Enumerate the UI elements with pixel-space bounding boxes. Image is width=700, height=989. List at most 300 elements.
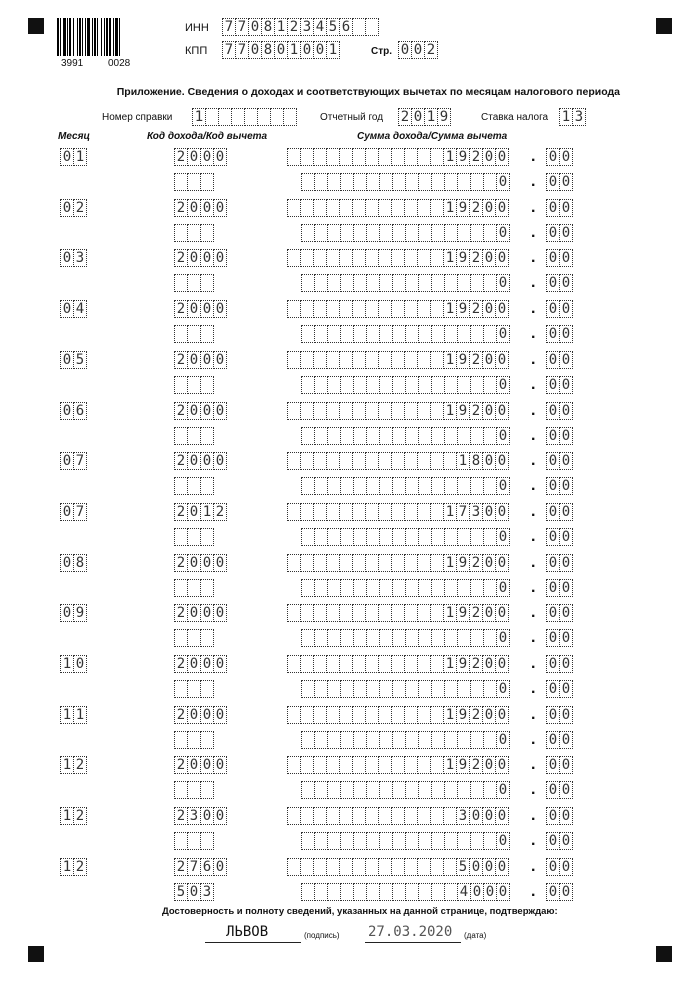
deduction-sum-fraction-field[interactable]: [546, 477, 572, 495]
char-cell: [287, 249, 301, 267]
char-cell: [417, 148, 431, 166]
income-code-field[interactable]: [174, 148, 226, 166]
char-cell: [405, 224, 419, 242]
signature-value[interactable]: ЛЬВОВ: [226, 924, 269, 940]
char-cell: [339, 300, 353, 318]
char-cell: [287, 706, 301, 724]
char-cell: [378, 452, 392, 470]
char-cell: [444, 528, 458, 546]
deduction-code-field[interactable]: [174, 274, 213, 292]
deduction-sum-fraction-field[interactable]: [546, 731, 572, 749]
char-cell: 0: [200, 300, 214, 318]
month-field[interactable]: [60, 554, 86, 572]
char-cell: [378, 554, 392, 572]
char-cell: [314, 173, 328, 191]
column-header-sum: Сумма дохода/Сумма вычета: [357, 131, 508, 142]
char-cell: 0: [546, 199, 560, 217]
char-cell: 2: [174, 655, 188, 673]
deduction-sum-field[interactable]: [301, 731, 509, 749]
char-cell: [174, 528, 188, 546]
char-cell: 0: [213, 351, 227, 369]
income-sum-field[interactable]: [287, 604, 508, 622]
char-cell: 1: [424, 108, 438, 126]
char-cell: [430, 503, 444, 521]
char-cell: [326, 554, 340, 572]
char-cell: [392, 832, 406, 850]
char-cell: [404, 756, 418, 774]
month-field[interactable]: [60, 604, 86, 622]
char-cell: [326, 300, 340, 318]
income-sum-fraction-field[interactable]: [546, 503, 572, 521]
inn-field[interactable]: [222, 18, 378, 36]
char-cell: [314, 325, 328, 343]
month-field[interactable]: [60, 807, 86, 825]
char-cell: 0: [559, 706, 573, 724]
char-cell: 0: [495, 655, 509, 673]
char-cell: [300, 249, 314, 267]
char-cell: 0: [200, 604, 214, 622]
deduction-code-field[interactable]: [174, 427, 213, 445]
char-cell: 7: [235, 18, 249, 36]
char-cell: [300, 706, 314, 724]
char-cell: [405, 832, 419, 850]
char-cell: [353, 274, 367, 292]
char-cell: 0: [469, 858, 483, 876]
char-cell: [457, 528, 471, 546]
deduction-sum-field[interactable]: [301, 477, 509, 495]
income-sum-fraction-field[interactable]: [546, 858, 572, 876]
income-sum-fraction-field[interactable]: [546, 351, 572, 369]
char-cell: [392, 731, 406, 749]
income-sum-fraction-field[interactable]: [546, 756, 572, 774]
char-cell: 0: [496, 781, 510, 799]
char-cell: [418, 579, 432, 597]
deduction-code-field[interactable]: [174, 731, 213, 749]
deduction-sum-field[interactable]: [301, 173, 509, 191]
char-cell: [287, 503, 301, 521]
income-sum-fraction-field[interactable]: [546, 402, 572, 420]
char-cell: 0: [495, 554, 509, 572]
income-code-field[interactable]: [174, 554, 226, 572]
char-cell: [200, 528, 214, 546]
char-cell: [340, 731, 354, 749]
income-sum-field[interactable]: [287, 300, 508, 318]
char-cell: 0: [482, 554, 496, 572]
char-cell: 0: [200, 706, 214, 724]
char-cell: [417, 655, 431, 673]
char-cell: [301, 376, 315, 394]
month-field[interactable]: [60, 249, 86, 267]
char-cell: [313, 807, 327, 825]
char-cell: [417, 351, 431, 369]
char-cell: [301, 528, 315, 546]
income-sum-field[interactable]: [287, 706, 508, 724]
deduction-sum-field[interactable]: [301, 680, 509, 698]
char-cell: [483, 224, 497, 242]
income-code-field[interactable]: [174, 604, 226, 622]
income-sum-field[interactable]: [287, 503, 508, 521]
char-cell: 1: [443, 655, 457, 673]
char-cell: [366, 274, 380, 292]
income-sum-field[interactable]: [287, 148, 508, 166]
deduction-code-field[interactable]: [174, 883, 213, 901]
char-cell: [327, 579, 341, 597]
char-cell: [392, 376, 406, 394]
deduction-sum-field[interactable]: [301, 781, 509, 799]
char-cell: 9: [456, 351, 470, 369]
char-cell: [404, 452, 418, 470]
char-cell: 2: [73, 756, 87, 774]
char-cell: 0: [482, 199, 496, 217]
char-cell: [352, 402, 366, 420]
income-code-field[interactable]: [174, 807, 226, 825]
income-code-field[interactable]: [174, 503, 226, 521]
char-cell: [313, 604, 327, 622]
char-cell: 0: [496, 376, 510, 394]
deduction-sum-fraction-field[interactable]: [546, 579, 572, 597]
char-cell: 0: [559, 807, 573, 825]
char-cell: 0: [187, 756, 201, 774]
decimal-point: .: [531, 148, 536, 165]
deduction-sum-field[interactable]: [301, 579, 509, 597]
char-cell: 8: [469, 452, 483, 470]
decimal-point: .: [531, 832, 536, 849]
char-cell: [326, 858, 340, 876]
char-cell: [287, 351, 301, 369]
char-cell: 0: [187, 554, 201, 572]
deduction-sum-fraction-field[interactable]: [546, 427, 572, 445]
month-field[interactable]: [60, 199, 86, 217]
char-cell: [391, 807, 405, 825]
char-cell: 7: [187, 858, 201, 876]
char-cell: [301, 883, 315, 901]
char-cell: [430, 249, 444, 267]
char-cell: 0: [411, 41, 425, 59]
deduction-code-field[interactable]: [174, 781, 213, 799]
char-cell: [300, 503, 314, 521]
char-cell: [417, 554, 431, 572]
income-sum-field[interactable]: [287, 249, 508, 267]
char-cell: [301, 173, 315, 191]
char-cell: 2: [174, 300, 188, 318]
char-cell: [352, 452, 366, 470]
income-sum-field[interactable]: [287, 807, 508, 825]
char-cell: [431, 629, 445, 647]
deduction-sum-fraction-field[interactable]: [546, 224, 572, 242]
char-cell: 0: [559, 554, 573, 572]
income-sum-field[interactable]: [287, 452, 508, 470]
char-cell: 9: [456, 249, 470, 267]
char-cell: 0: [187, 452, 201, 470]
char-cell: [200, 376, 214, 394]
deduction-code-field[interactable]: [174, 528, 213, 546]
char-cell: [327, 224, 341, 242]
income-sum-field[interactable]: [287, 199, 508, 217]
char-cell: 9: [73, 604, 87, 622]
char-cell: [392, 680, 406, 698]
month-field[interactable]: [60, 706, 86, 724]
rate-label: Ставка налога: [481, 112, 549, 123]
income-sum-field[interactable]: [287, 402, 508, 420]
char-cell: [378, 199, 392, 217]
month-field[interactable]: [60, 300, 86, 318]
char-cell: [300, 351, 314, 369]
deduction-code-field[interactable]: [174, 680, 213, 698]
income-sum-fraction-field[interactable]: [546, 604, 572, 622]
char-cell: [365, 148, 379, 166]
char-cell: [417, 807, 431, 825]
deduction-sum-fraction-field[interactable]: [546, 629, 572, 647]
income-code-field[interactable]: [174, 199, 226, 217]
char-cell: [300, 300, 314, 318]
deduction-sum-field[interactable]: [301, 832, 509, 850]
page-number-field[interactable]: [398, 41, 437, 59]
char-cell: [418, 883, 432, 901]
deduction-code-field[interactable]: [174, 376, 213, 394]
income-sum-fraction-field[interactable]: [546, 199, 572, 217]
char-cell: [352, 18, 366, 36]
char-cell: [391, 554, 405, 572]
char-cell: 0: [559, 427, 573, 445]
char-cell: [313, 554, 327, 572]
char-cell: 0: [495, 503, 509, 521]
char-cell: [430, 706, 444, 724]
char-cell: 0: [213, 604, 227, 622]
char-cell: 0: [187, 148, 201, 166]
char-cell: [352, 300, 366, 318]
deduction-sum-field[interactable]: [301, 629, 509, 647]
decimal-point: .: [531, 173, 536, 190]
char-cell: [457, 680, 471, 698]
month-field[interactable]: [60, 503, 86, 521]
char-cell: 0: [559, 351, 573, 369]
income-sum-fraction-field[interactable]: [546, 554, 572, 572]
income-code-field[interactable]: [174, 300, 226, 318]
char-cell: [417, 858, 431, 876]
char-cell: [379, 376, 393, 394]
deduction-sum-fraction-field[interactable]: [546, 528, 572, 546]
income-code-field[interactable]: [174, 756, 226, 774]
deduction-sum-fraction-field[interactable]: [546, 376, 572, 394]
char-cell: [430, 554, 444, 572]
char-cell: [353, 781, 367, 799]
char-cell: 0: [496, 325, 510, 343]
char-cell: [353, 883, 367, 901]
income-sum-fraction-field[interactable]: [546, 807, 572, 825]
char-cell: [301, 274, 315, 292]
deduction-sum-fraction-field[interactable]: [546, 680, 572, 698]
char-cell: 0: [213, 452, 227, 470]
deduction-sum-field[interactable]: [301, 224, 509, 242]
deduction-code-field[interactable]: [174, 173, 213, 191]
char-cell: [444, 325, 458, 343]
deduction-sum-fraction-field[interactable]: [546, 883, 572, 901]
income-sum-fraction-field[interactable]: [546, 655, 572, 673]
char-cell: [313, 756, 327, 774]
deduction-sum-field[interactable]: [301, 376, 509, 394]
deduction-sum-field[interactable]: [301, 427, 509, 445]
month-field[interactable]: [60, 756, 86, 774]
date-value[interactable]: 27.03.2020: [368, 924, 453, 940]
month-field[interactable]: [60, 655, 86, 673]
decimal-point: .: [531, 756, 536, 773]
char-cell: 0: [559, 402, 573, 420]
char-cell: 0: [495, 807, 509, 825]
income-sum-fraction-field[interactable]: [546, 452, 572, 470]
income-sum-fraction-field[interactable]: [546, 300, 572, 318]
char-cell: [340, 883, 354, 901]
char-cell: 0: [495, 402, 509, 420]
char-cell: [313, 503, 327, 521]
income-sum-field[interactable]: [287, 858, 508, 876]
deduction-code-field[interactable]: [174, 477, 213, 495]
char-cell: [326, 655, 340, 673]
income-sum-fraction-field[interactable]: [546, 706, 572, 724]
income-code-field[interactable]: [174, 402, 226, 420]
income-code-field[interactable]: [174, 452, 226, 470]
income-code-field[interactable]: [174, 858, 226, 876]
month-field[interactable]: [60, 351, 86, 369]
char-cell: [365, 807, 379, 825]
char-cell: [418, 680, 432, 698]
char-cell: [483, 579, 497, 597]
char-cell: [444, 731, 458, 749]
rate-field[interactable]: [559, 108, 585, 126]
char-cell: [379, 224, 393, 242]
char-cell: [483, 680, 497, 698]
decimal-point: .: [531, 402, 536, 419]
char-cell: 5: [326, 18, 340, 36]
char-cell: [200, 173, 214, 191]
char-cell: [378, 655, 392, 673]
income-sum-fraction-field[interactable]: [546, 148, 572, 166]
deduction-sum-fraction-field[interactable]: [546, 781, 572, 799]
deduction-code-field[interactable]: [174, 629, 213, 647]
income-code-field[interactable]: [174, 249, 226, 267]
char-cell: 2: [174, 706, 188, 724]
month-field[interactable]: [60, 402, 86, 420]
char-cell: [457, 274, 471, 292]
income-sum-field[interactable]: [287, 655, 508, 673]
char-cell: [444, 832, 458, 850]
char-cell: [470, 832, 484, 850]
char-cell: [405, 731, 419, 749]
char-cell: [405, 477, 419, 495]
deduction-code-field[interactable]: [174, 579, 213, 597]
deduction-sum-field[interactable]: [301, 883, 509, 901]
income-code-field[interactable]: [174, 351, 226, 369]
page-label: Стр.: [371, 46, 393, 57]
char-cell: 0: [470, 883, 484, 901]
deduction-sum-fraction-field[interactable]: [546, 173, 572, 191]
char-cell: [378, 148, 392, 166]
char-cell: 9: [456, 706, 470, 724]
char-cell: [430, 604, 444, 622]
char-cell: [200, 427, 214, 445]
char-cell: [301, 224, 315, 242]
char-cell: [174, 224, 188, 242]
deduction-sum-fraction-field[interactable]: [546, 832, 572, 850]
char-cell: [430, 452, 444, 470]
char-cell: 0: [546, 452, 560, 470]
deduction-sum-field[interactable]: [301, 528, 509, 546]
deduction-code-field[interactable]: [174, 224, 213, 242]
char-cell: 0: [73, 655, 87, 673]
char-cell: [444, 173, 458, 191]
char-cell: [200, 224, 214, 242]
char-cell: 6: [200, 858, 214, 876]
income-code-field[interactable]: [174, 655, 226, 673]
char-cell: 0: [496, 883, 510, 901]
income-sum-field[interactable]: [287, 351, 508, 369]
char-cell: 0: [546, 807, 560, 825]
char-cell: 3: [456, 807, 470, 825]
char-cell: 2: [469, 554, 483, 572]
char-cell: 0: [248, 41, 262, 59]
char-cell: [287, 148, 301, 166]
char-cell: 2: [469, 655, 483, 673]
char-cell: 0: [313, 41, 327, 59]
char-cell: 0: [187, 351, 201, 369]
char-cell: [470, 325, 484, 343]
char-cell: 1: [443, 199, 457, 217]
char-cell: [352, 351, 366, 369]
decimal-point: .: [531, 554, 536, 571]
char-cell: [174, 325, 188, 343]
char-cell: 0: [213, 858, 227, 876]
char-cell: 9: [456, 199, 470, 217]
char-cell: 0: [482, 655, 496, 673]
decimal-point: .: [531, 274, 536, 291]
decimal-point: .: [531, 604, 536, 621]
kpp-field[interactable]: [222, 41, 339, 59]
char-cell: 7: [73, 452, 87, 470]
date-label: (дата): [464, 931, 487, 940]
income-sum-field[interactable]: [287, 554, 508, 572]
char-cell: [483, 477, 497, 495]
char-cell: [431, 325, 445, 343]
deduction-sum-fraction-field[interactable]: [546, 325, 572, 343]
char-cell: 2: [469, 706, 483, 724]
char-cell: 2: [174, 554, 188, 572]
cert-number-field[interactable]: [192, 108, 296, 126]
char-cell: [392, 325, 406, 343]
char-cell: [444, 680, 458, 698]
char-cell: [444, 579, 458, 597]
deduction-sum-field[interactable]: [301, 274, 509, 292]
char-cell: [378, 706, 392, 724]
char-cell: [379, 325, 393, 343]
deduction-sum-fraction-field[interactable]: [546, 274, 572, 292]
char-cell: [418, 629, 432, 647]
income-code-field[interactable]: [174, 706, 226, 724]
month-field[interactable]: [60, 148, 86, 166]
income-sum-field[interactable]: [287, 756, 508, 774]
deduction-sum-field[interactable]: [301, 325, 509, 343]
month-field[interactable]: [60, 452, 86, 470]
char-cell: 2: [174, 604, 188, 622]
year-field[interactable]: [398, 108, 450, 126]
char-cell: [391, 351, 405, 369]
char-cell: [352, 148, 366, 166]
char-cell: [365, 18, 379, 36]
month-field[interactable]: [60, 858, 86, 876]
deduction-code-field[interactable]: [174, 325, 213, 343]
char-cell: 2: [469, 402, 483, 420]
deduction-code-field[interactable]: [174, 832, 213, 850]
char-cell: 1: [200, 503, 214, 521]
income-sum-fraction-field[interactable]: [546, 249, 572, 267]
